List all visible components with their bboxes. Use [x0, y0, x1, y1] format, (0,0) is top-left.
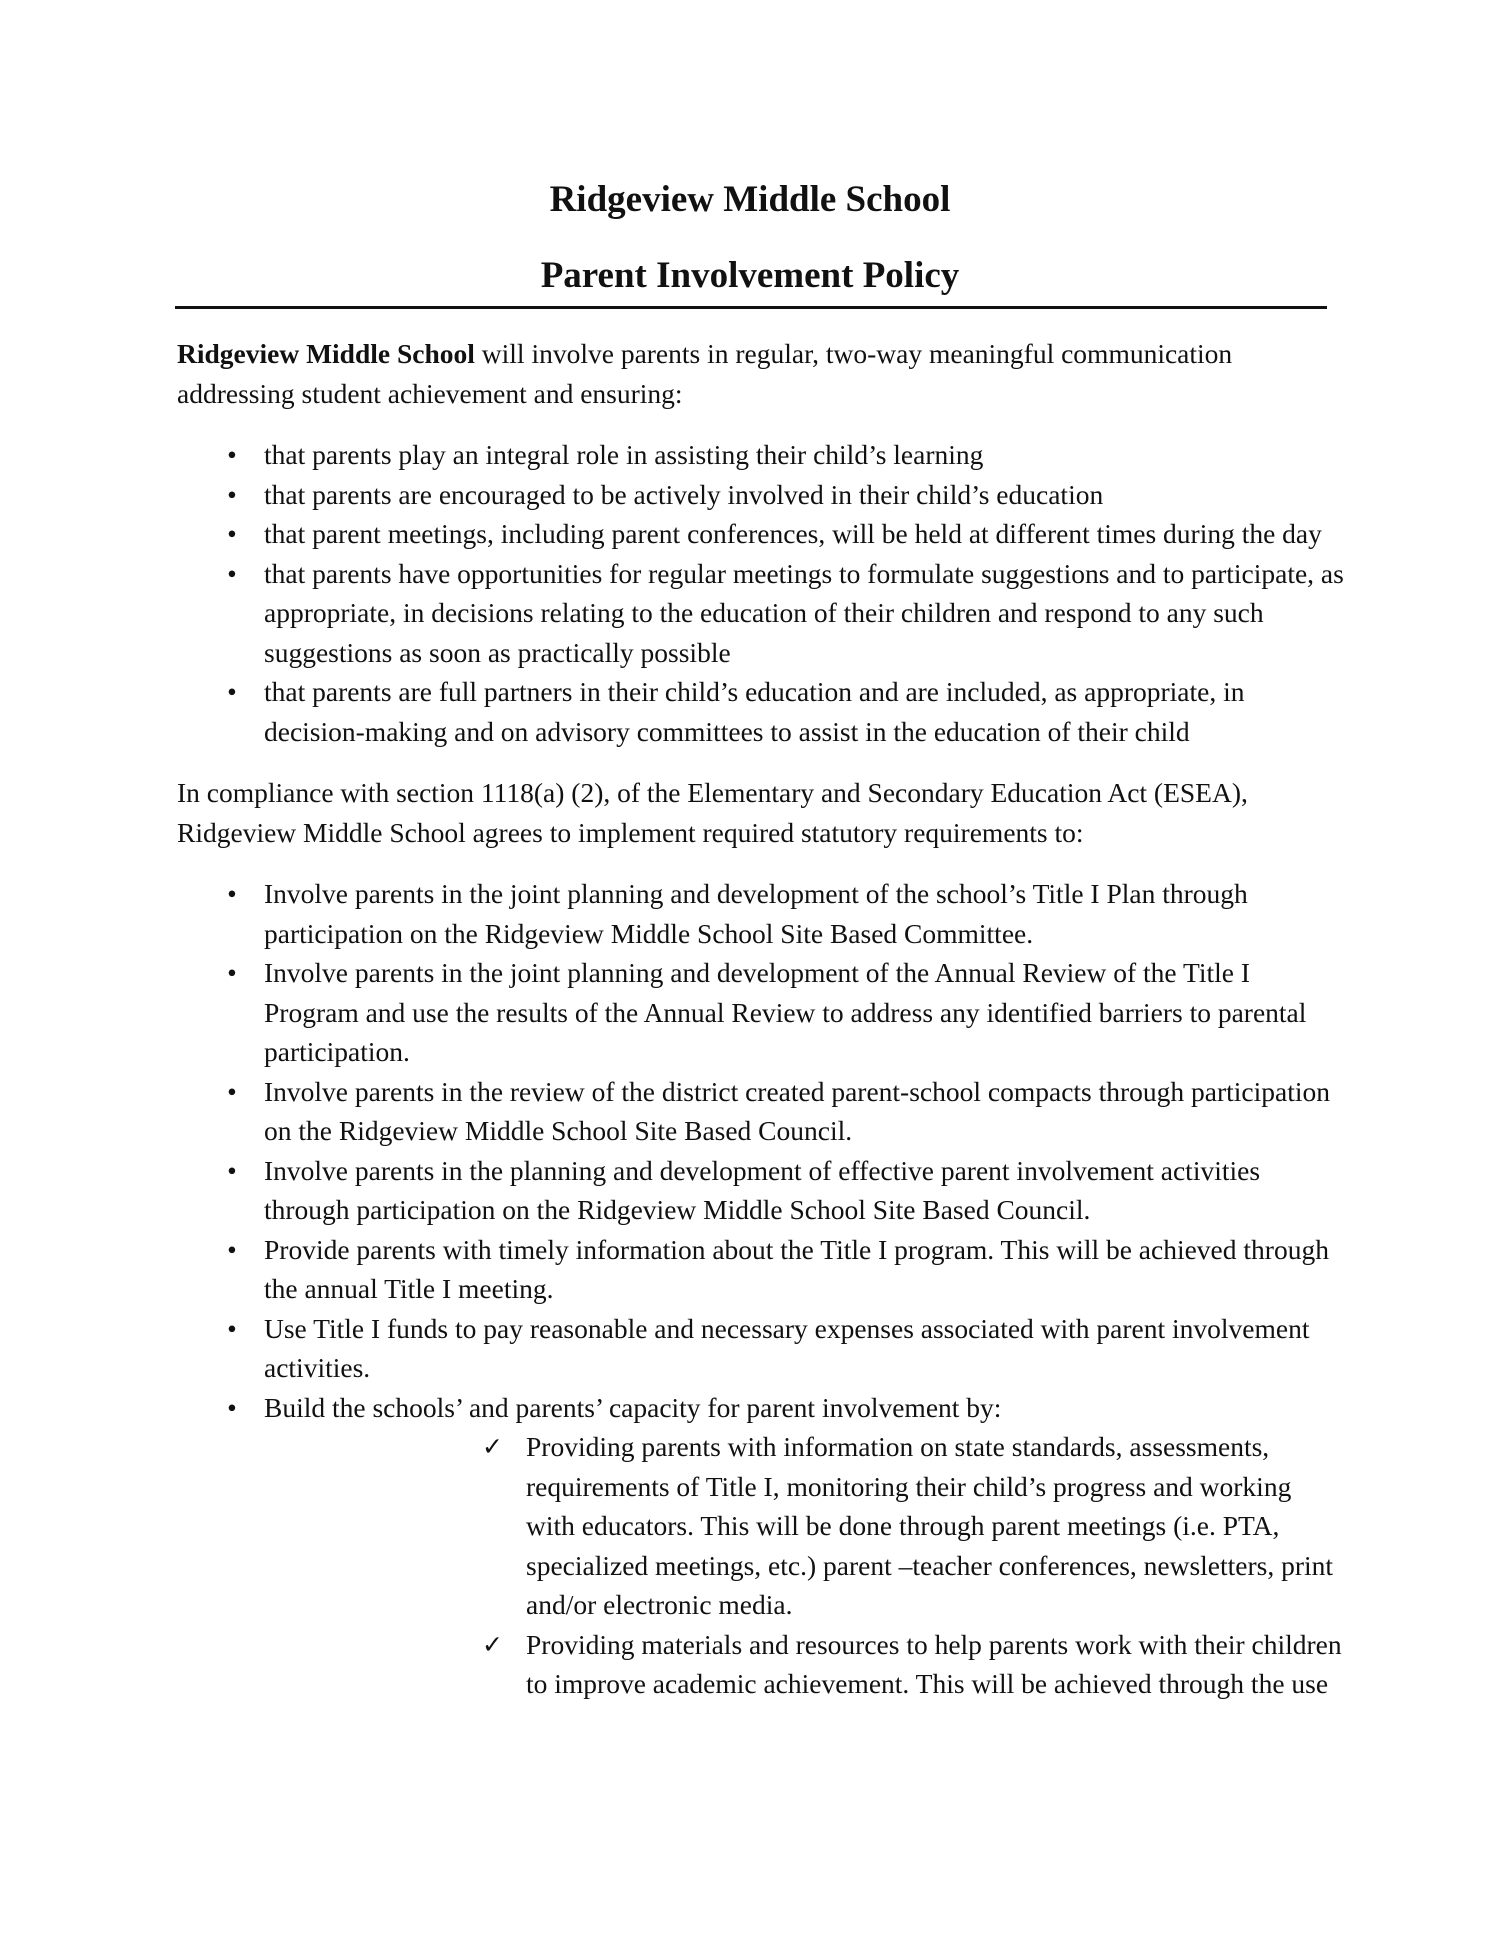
compliance-paragraph: In compliance with section 1118(a) (2), of the Elementary and Secondary Education Act (ESEA), Ridgeview Middle School agrees to implement required statutory requirements to:	[177, 777, 1248, 848]
list-item-text: Provide parents with timely information about the Title I program. This will be achieved through the annual Title I meeting.	[264, 1233, 1329, 1304]
checklist-item-text: Providing parents with information on state standards, assessments, requirements of Title I, monitoring their child’s progress and working with educators. This will be done through parent meetings (i.e. PTA, specialized meetings, etc.) parent –teacher conferences, newsletters, print and/or electronic media.	[526, 1431, 1334, 1620]
intro-text: will involve parents in regular, two-way meaningful communication addressing student achievement and ensuring:	[177, 338, 1233, 409]
bullet-icon: •	[227, 1233, 237, 1265]
list-item	[177, 953, 1347, 1072]
list-item	[177, 1072, 1347, 1151]
list-item	[177, 874, 1347, 953]
bullet-icon: •	[227, 518, 237, 549]
bullet-icon: •	[227, 1154, 237, 1186]
list-item-text: that parent meetings, including parent conferences, will be held at different times during the day	[264, 518, 1322, 549]
list-item	[177, 1309, 1347, 1388]
checkmark-icon: ✓	[482, 1432, 503, 1461]
requirements-list	[177, 874, 1347, 1704]
checklist-item	[264, 1427, 1347, 1625]
list-item	[177, 514, 1347, 554]
bullet-icon: •	[227, 957, 237, 988]
list-item	[177, 1151, 1347, 1230]
policy-title: Parent Involvement Policy	[540, 255, 960, 296]
bullet-icon: •	[227, 1391, 237, 1423]
bullet-icon: •	[227, 1075, 237, 1107]
list-item-text: Build the schools’ and parents’ capacity for parent involvement by:	[264, 1391, 1002, 1423]
capacity-checklist	[264, 1427, 1347, 1704]
list-item-text: Use Title I funds to pay reasonable and necessary expenses associated with parent involvement activities.	[264, 1312, 1310, 1383]
bullet-icon: •	[227, 557, 237, 589]
bullet-icon: •	[227, 439, 237, 470]
bullet-icon: •	[227, 1312, 237, 1344]
intro-school-name: Ridgeview Middle School	[177, 338, 475, 369]
list-item	[177, 475, 1347, 515]
list-item-text: that parents have opportunities for regular meetings to formulate suggestions and to participate, as appropriate, in decisions relating to the education of their children and respond to any such suggestions as soon as practically possible	[264, 557, 1344, 668]
list-item	[177, 554, 1347, 673]
ensuring-list	[177, 435, 1347, 751]
list-item-text: that parents play an integral role in assisting their child’s learning	[264, 439, 984, 470]
list-item-text: Involve parents in the joint planning and development of the school’s Title I Plan through participation on the Ridgeview Middle School Site Based Committee.	[264, 878, 1248, 949]
list-item	[177, 672, 1347, 751]
document-body	[177, 334, 1347, 1704]
school-title: Ridgeview Middle School	[549, 179, 951, 220]
list-item	[177, 1230, 1347, 1309]
checkmark-icon: ✓	[482, 1629, 503, 1659]
checklist-item-text: Providing materials and resources to help parents work with their children to improve academic achievement. This will be achieved through the use	[526, 1628, 1342, 1699]
title-divider	[175, 306, 1327, 309]
bullet-icon: •	[227, 676, 237, 707]
list-item-text: that parents are encouraged to be actively involved in their child’s education	[264, 478, 1104, 510]
list-item	[177, 1388, 1347, 1704]
list-item-text: Involve parents in the planning and development of effective parent involvement activities through participation on the Ridgeview Middle School Site Based Council.	[264, 1154, 1261, 1225]
list-item-text: that parents are full partners in their child’s education and are included, as appropriate, in decision-making and on advisory committees to assist in the education of their child	[264, 676, 1245, 747]
list-item-text: Involve parents in the review of the district created parent-school compacts through participation on the Ridgeview Middle School Site Based Council.	[264, 1075, 1331, 1146]
list-item	[177, 435, 1347, 475]
checklist-item	[264, 1625, 1347, 1704]
bullet-icon: •	[227, 878, 237, 909]
list-item-text: Involve parents in the joint planning and development of the Annual Review of the Title I Program and use the results of the Annual Review to address any identified barriers to parental participation.	[264, 957, 1307, 1067]
intro-paragraph	[177, 334, 1347, 413]
bullet-icon: •	[227, 478, 237, 510]
